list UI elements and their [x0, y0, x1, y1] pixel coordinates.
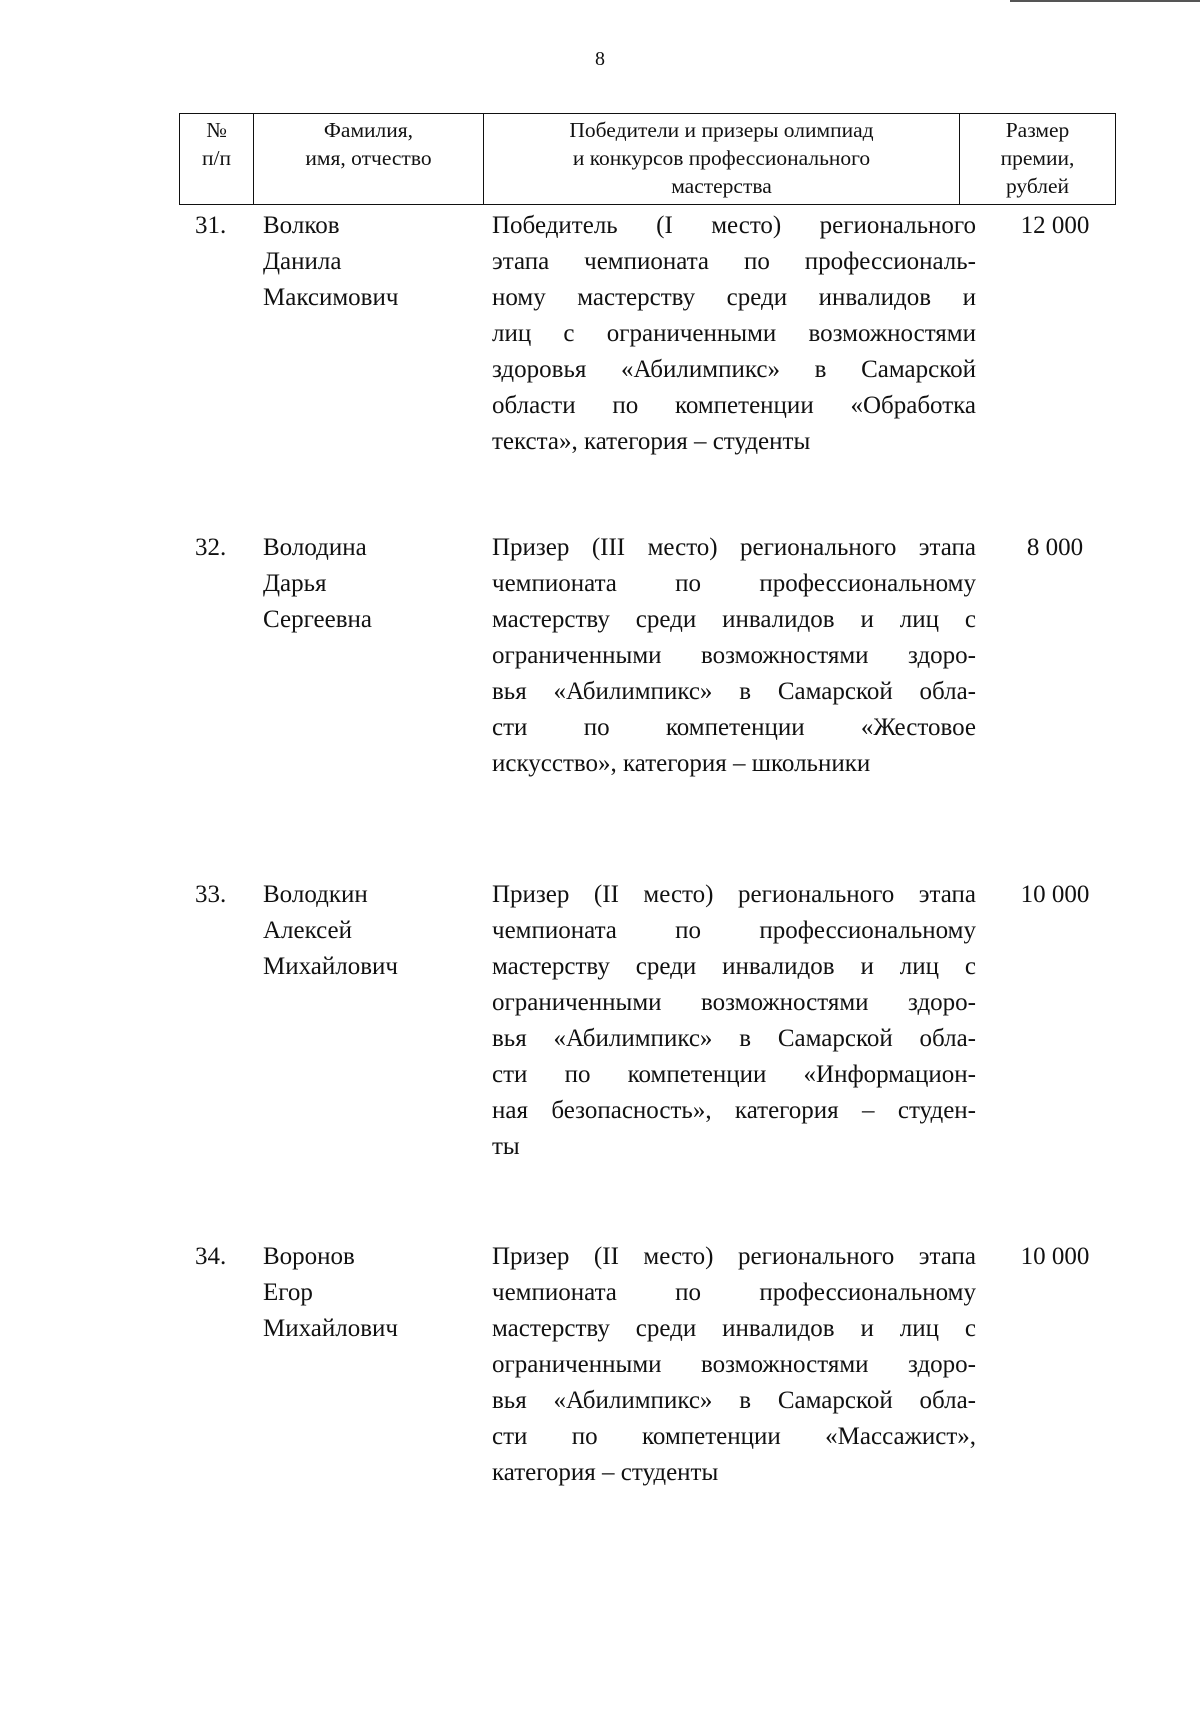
achievement-line: искусство», категория – школьники — [492, 750, 871, 777]
achievement-line: этапа чемпионата по профессиональ- — [492, 248, 976, 275]
achievement-line: мастерству среди инвалидов и лиц с — [492, 606, 976, 633]
achievement-line: мастерству среди инвалидов и лиц с — [492, 1315, 976, 1342]
header-full-name: Фамилия, имя, отчество — [254, 114, 484, 204]
achievement-line: лиц с ограниченными возможностями — [492, 320, 976, 347]
achievement-line: чемпионата по профессиональному — [492, 1279, 976, 1306]
achievement-line: ограниченными возможностями здоро- — [492, 642, 976, 669]
achievement-line: текста», категория – студенты — [492, 428, 811, 455]
header-number: № п/п — [180, 114, 254, 204]
achievement-line: Призер (II место) регионального этапа — [492, 881, 976, 908]
achievement-line: чемпионата по профессиональному — [492, 917, 976, 944]
row-award-amount: 12 000 — [1020, 212, 1090, 239]
achievement-line: сти по компетенции «Массажист», — [492, 1423, 976, 1450]
achievement-line: Победитель (I место) регионального — [492, 212, 976, 239]
row-achievement — [492, 877, 976, 1165]
row-number: 34. — [195, 1243, 227, 1270]
achievement-line: ты — [492, 1133, 520, 1160]
achievement-line: здоровья «Абилимпикс» в Самарской — [492, 356, 976, 383]
row-number: 31. — [195, 212, 227, 239]
row-full-name: Воронов Егор Михайлович — [263, 1243, 398, 1342]
achievement-line: Призер (III место) регионального этапа — [492, 534, 976, 561]
achievement-line: сти по компетенции «Жестовое — [492, 714, 976, 741]
achievement-line: вья «Абилимпикс» в Самарской обла- — [492, 1025, 976, 1052]
row-number: 32. — [195, 534, 227, 561]
achievement-line: вья «Абилимпикс» в Самарской обла- — [492, 1387, 976, 1414]
achievement-line: вья «Абилимпикс» в Самарской обла- — [492, 678, 976, 705]
achievement-line: мастерству среди инвалидов и лиц с — [492, 953, 976, 980]
header-award-amount: Размер премии, рублей — [1000, 118, 1075, 198]
row-full-name: Волков Данила Максимович — [263, 212, 399, 311]
row-achievement — [492, 530, 976, 782]
page-number: 8 — [595, 48, 605, 70]
achievement-line: Призер (II место) регионального этапа — [492, 1243, 976, 1270]
achievement-line: ная безопасность», категория – студен- — [492, 1097, 976, 1124]
table-header — [179, 113, 1116, 205]
row-award-amount: 10 000 — [1020, 1243, 1090, 1270]
row-achievement — [492, 208, 976, 460]
achievement-line: чемпионата по профессиональному — [492, 570, 976, 597]
achievement-line: категория – студенты — [492, 1459, 719, 1486]
achievement-line: ограниченными возможностями здоро- — [492, 989, 976, 1016]
row-full-name: Володина Дарья Сергеевна — [263, 534, 372, 633]
achievement-line: ограниченными возможностями здоро- — [492, 1351, 976, 1378]
top-edge-rule — [1010, 0, 1200, 2]
achievement-line: ному мастерству среди инвалидов и — [492, 284, 976, 311]
header-achievement: Победители и призеры олимпиад и конкурсов профессионального мастерства — [484, 114, 960, 204]
row-full-name: Володкин Алексей Михайлович — [263, 881, 398, 980]
row-award-amount: 8 000 — [1026, 534, 1084, 561]
row-number: 33. — [195, 881, 227, 908]
achievement-line: области по компетенции «Обработка — [492, 392, 976, 419]
row-achievement — [492, 1239, 976, 1491]
row-award-amount: 10 000 — [1020, 881, 1090, 908]
achievement-line: сти по компетенции «Информацион- — [492, 1061, 976, 1088]
